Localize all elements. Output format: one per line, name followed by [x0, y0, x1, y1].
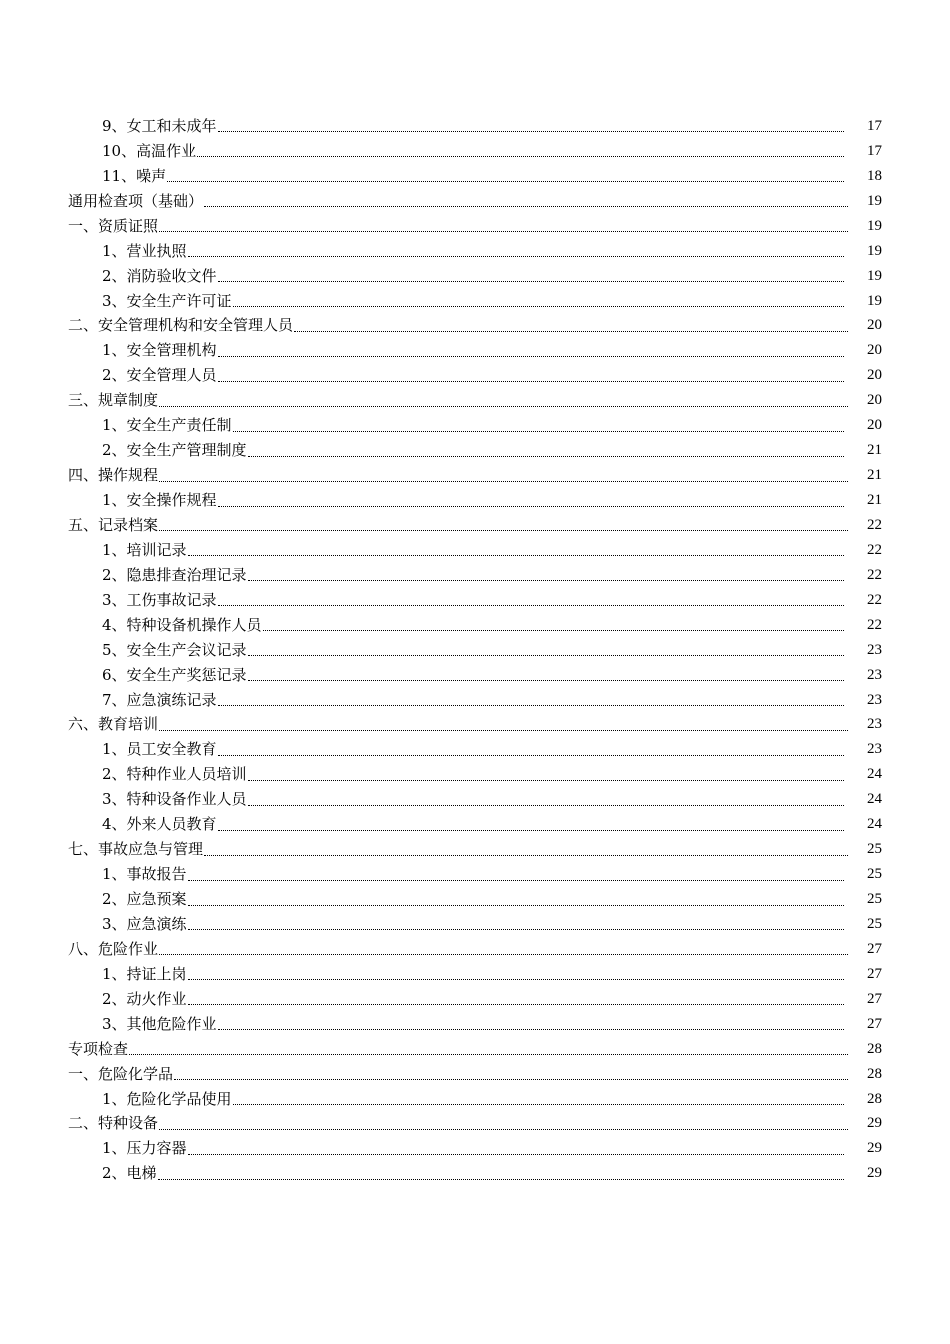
toc-entry-page-number: 17	[867, 117, 882, 134]
dot-leader	[197, 155, 844, 157]
toc-entry-title: 2、动火作业	[102, 989, 187, 1008]
dot-leader	[294, 330, 848, 332]
toc-entry-page-number: 29	[867, 1115, 882, 1132]
toc-entry-title: 1、安全生产责任制	[102, 416, 232, 435]
toc-entry[interactable]	[0, 737, 950, 762]
toc-entry-title: 1、危险化学品使用	[102, 1089, 232, 1108]
toc-entry-title: 3、应急演练	[102, 914, 187, 933]
dot-leader	[233, 1103, 844, 1105]
dot-leader	[159, 405, 848, 407]
toc-entry-title: 1、员工安全教育	[102, 740, 217, 759]
dot-leader	[248, 579, 844, 581]
toc-entry-page-number: 23	[867, 741, 882, 758]
toc-entry-page-number: 22	[867, 591, 882, 608]
toc-entry[interactable]	[0, 588, 950, 613]
toc-entry[interactable]	[0, 787, 950, 812]
toc-entry-title: 通用检查项（基础）	[68, 191, 204, 210]
toc-entry-title: 2、消防验收文件	[102, 266, 217, 285]
toc-entry-page-number: 19	[867, 242, 882, 259]
toc-entry-title: 专项检查	[68, 1039, 129, 1058]
toc-entry-page-number: 25	[867, 891, 882, 908]
toc-entry-page-number: 28	[867, 1090, 882, 1107]
toc-entry[interactable]	[0, 413, 950, 438]
toc-entry-page-number: 20	[867, 317, 882, 334]
toc-entry[interactable]	[0, 214, 950, 239]
toc-entry-page-number: 21	[867, 492, 882, 509]
toc-entry-title: 11、噪声	[102, 166, 167, 185]
toc-entry-title: 4、特种设备机操作人员	[102, 615, 262, 634]
toc-entry-page-number: 20	[867, 417, 882, 434]
toc-entry-title: 2、应急预案	[102, 890, 187, 909]
dot-leader	[218, 505, 844, 507]
toc-entry-page-number: 23	[867, 641, 882, 658]
dot-leader	[248, 779, 844, 781]
toc-entry[interactable]	[0, 663, 950, 688]
toc-entry-page-number: 28	[867, 1065, 882, 1082]
toc-entry-title: 3、特种设备作业人员	[102, 790, 247, 809]
dot-leader	[188, 904, 844, 906]
dot-leader	[218, 130, 844, 132]
toc-entry-title: 八、危险作业	[68, 939, 159, 958]
toc-entry-title: 2、安全管理人员	[102, 366, 217, 385]
toc-entry[interactable]	[0, 1037, 950, 1062]
toc-entry[interactable]	[0, 488, 950, 513]
toc-entry-title: 2、特种作业人员培训	[102, 765, 247, 784]
dot-leader	[248, 679, 844, 681]
dot-leader	[204, 205, 848, 207]
dot-leader	[218, 280, 844, 282]
toc-entry[interactable]	[0, 812, 950, 837]
toc-entry-title: 1、安全管理机构	[102, 341, 217, 360]
toc-entry[interactable]	[0, 563, 950, 588]
toc-entry-page-number: 21	[867, 467, 882, 484]
toc-entry[interactable]	[0, 264, 950, 289]
toc-entry-page-number: 20	[867, 342, 882, 359]
toc-entry[interactable]	[0, 189, 950, 214]
toc-entry-page-number: 18	[867, 167, 882, 184]
dot-leader	[218, 1028, 844, 1030]
toc-entry[interactable]	[0, 314, 950, 339]
dot-leader	[188, 928, 844, 930]
toc-entry-page-number: 24	[867, 816, 882, 833]
toc-entry-page-number: 19	[867, 217, 882, 234]
toc-entry-title: 五、记录档案	[68, 515, 159, 534]
dot-leader	[188, 554, 844, 556]
toc-entry[interactable]	[0, 987, 950, 1012]
dot-leader	[248, 654, 844, 656]
toc-entry-title: 1、压力容器	[102, 1139, 187, 1158]
toc-entry-page-number: 27	[867, 965, 882, 982]
toc-entry-page-number: 27	[867, 940, 882, 957]
dot-leader	[263, 629, 844, 631]
toc-entry[interactable]	[0, 239, 950, 264]
dot-leader	[158, 1178, 844, 1180]
toc-entry[interactable]	[0, 1087, 950, 1112]
dot-leader	[129, 1053, 848, 1055]
toc-entry-page-number: 27	[867, 1015, 882, 1032]
dot-leader	[188, 879, 844, 881]
dot-leader	[188, 1153, 844, 1155]
toc-entry-title: 1、营业执照	[102, 241, 187, 260]
toc-entry-page-number: 22	[867, 566, 882, 583]
toc-entry[interactable]	[0, 912, 950, 937]
toc-entry-title: 6、安全生产奖惩记录	[102, 665, 247, 684]
dot-leader	[159, 729, 848, 731]
toc-entry[interactable]	[0, 887, 950, 912]
toc-entry-page-number: 24	[867, 791, 882, 808]
toc-entry[interactable]	[0, 388, 950, 413]
toc-entry-title: 三、规章制度	[68, 391, 159, 410]
toc-entry-page-number: 19	[867, 267, 882, 284]
toc-entry-title: 3、工伤事故记录	[102, 590, 217, 609]
toc-entry-page-number: 22	[867, 541, 882, 558]
toc-entry-title: 1、事故报告	[102, 865, 187, 884]
toc-entry-page-number: 17	[867, 142, 882, 159]
dot-leader	[159, 529, 848, 531]
toc-entry-page-number: 19	[867, 192, 882, 209]
toc-entry[interactable]	[0, 513, 950, 538]
toc-entry[interactable]	[0, 688, 950, 713]
toc-entry-title: 9、女工和未成年	[102, 116, 217, 135]
toc-entry-title: 二、安全管理机构和安全管理人员	[68, 316, 294, 335]
toc-entry[interactable]	[0, 937, 950, 962]
toc-entry-page-number: 22	[867, 516, 882, 533]
toc-entry-title: 3、安全生产许可证	[102, 291, 232, 310]
toc-entry-page-number: 27	[867, 990, 882, 1007]
toc-entry[interactable]	[0, 837, 950, 862]
toc-entry[interactable]	[0, 613, 950, 638]
toc-entry-title: 1、培训记录	[102, 540, 187, 559]
toc-entry-title: 四、操作规程	[68, 466, 159, 485]
dot-leader	[159, 1128, 848, 1130]
toc-entry[interactable]	[0, 713, 950, 738]
toc-entry[interactable]	[0, 289, 950, 314]
toc-entry[interactable]	[0, 1136, 950, 1161]
toc-entry-page-number: 23	[867, 666, 882, 683]
toc-entry-title: 六、教育培训	[68, 715, 159, 734]
toc-entry-title: 1、安全操作规程	[102, 491, 217, 510]
dot-leader	[218, 380, 844, 382]
dot-leader	[174, 1078, 848, 1080]
toc-entry-title: 2、电梯	[102, 1164, 157, 1183]
toc-entry-page-number: 29	[867, 1165, 882, 1182]
toc-entry-page-number: 23	[867, 691, 882, 708]
dot-leader	[188, 255, 844, 257]
toc-entry-page-number: 24	[867, 766, 882, 783]
dot-leader	[159, 953, 848, 955]
toc-entry-page-number: 20	[867, 367, 882, 384]
dot-leader	[248, 455, 844, 457]
dot-leader	[204, 854, 848, 856]
toc-entry-title: 2、隐患排查治理记录	[102, 565, 247, 584]
dot-leader	[188, 1003, 844, 1005]
toc-entry-page-number: 20	[867, 392, 882, 409]
toc-entry[interactable]	[0, 962, 950, 987]
toc-entry[interactable]	[0, 1112, 950, 1137]
toc-entry-title: 1、持证上岗	[102, 964, 187, 983]
table-of-contents	[0, 114, 950, 1186]
dot-leader	[159, 230, 848, 232]
toc-entry-page-number: 28	[867, 1040, 882, 1057]
dot-leader	[159, 480, 848, 482]
dot-leader	[233, 430, 844, 432]
dot-leader	[218, 604, 844, 606]
toc-entry[interactable]	[0, 164, 950, 189]
dot-leader	[218, 355, 844, 357]
toc-entry-title: 二、特种设备	[68, 1114, 159, 1133]
toc-entry[interactable]	[0, 114, 950, 139]
dot-leader	[167, 180, 844, 182]
dot-leader	[218, 829, 844, 831]
toc-entry[interactable]	[0, 638, 950, 663]
toc-entry[interactable]	[0, 1012, 950, 1037]
toc-entry[interactable]	[0, 862, 950, 887]
toc-entry-page-number: 23	[867, 716, 882, 733]
toc-entry[interactable]	[0, 463, 950, 488]
toc-entry[interactable]	[0, 139, 950, 164]
toc-entry[interactable]	[0, 1161, 950, 1186]
toc-entry-page-number: 29	[867, 1140, 882, 1157]
dot-leader	[188, 978, 844, 980]
toc-entry[interactable]	[0, 762, 950, 787]
toc-entry-page-number: 19	[867, 292, 882, 309]
toc-entry-title: 2、安全生产管理制度	[102, 441, 247, 460]
toc-entry-title: 7、应急演练记录	[102, 690, 217, 709]
toc-entry[interactable]	[0, 538, 950, 563]
toc-entry-title: 4、外来人员教育	[102, 815, 217, 834]
toc-entry-title: 3、其他危险作业	[102, 1014, 217, 1033]
toc-entry-title: 10、高温作业	[102, 141, 197, 160]
dot-leader	[218, 754, 844, 756]
toc-entry-page-number: 25	[867, 866, 882, 883]
toc-entry-title: 5、安全生产会议记录	[102, 640, 247, 659]
dot-leader	[218, 704, 844, 706]
toc-entry-title: 一、危险化学品	[68, 1064, 174, 1083]
dot-leader	[248, 804, 844, 806]
toc-entry-title: 一、资质证照	[68, 216, 159, 235]
toc-entry[interactable]	[0, 1062, 950, 1087]
toc-entry[interactable]	[0, 363, 950, 388]
toc-entry[interactable]	[0, 438, 950, 463]
toc-entry-page-number: 25	[867, 915, 882, 932]
toc-entry-page-number: 25	[867, 841, 882, 858]
dot-leader	[233, 305, 844, 307]
toc-entry-page-number: 22	[867, 616, 882, 633]
toc-entry[interactable]	[0, 338, 950, 363]
toc-entry-page-number: 21	[867, 442, 882, 459]
toc-entry-title: 七、事故应急与管理	[68, 840, 204, 859]
